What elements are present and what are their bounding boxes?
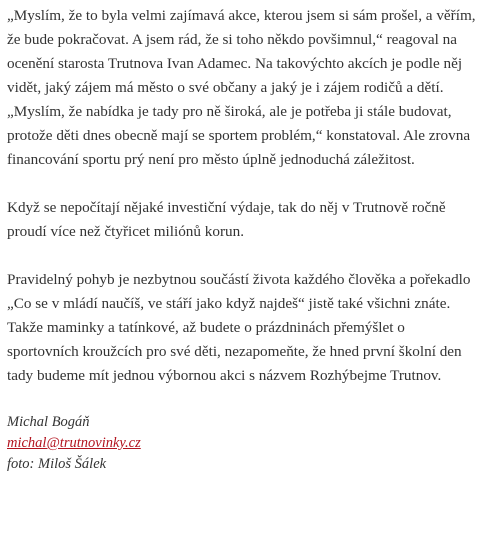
article-paragraph-3: Pravidelný pohyb je nezbytnou součástí života každého člověka a pořekadlo „Co se v mládí naučíš, ve stáří jako když najdeš“ jistě také všichni znáte. Takže maminky a tatínkové, až budete o prázdninách přemýšlet o sportovních kroužcích pro své děti, nezapomeňte, že hned první školní den tady budeme mít jednou výbornou akci s názvem Rozhýbejme Trutnov. xyxy=(7,271,471,384)
article-paragraph-2: Když se nepočítají nějaké investiční výdaje, tak do něj v Trutnově ročně proudí více než čtyřicet miliónů korun. xyxy=(7,199,446,240)
article-paragraph-1: „Myslím, že to byla velmi zajímavá akce, kterou jsem si sám prošel, a věřím, že bude pokračovat. A jsem rád, že si toho někdo povšimnul,“ reagoval na ocenění starosta Trutnova Ivan Adamec. Na takovýchto akcích je podle něj vidět, jaký zájem má město o své občany a jaký je i zájem rodičů a dětí. „Myslím, že nabídka je tady pro ně široká, ale je potřeba ji stále budovat, protože děti dnes obecně mají se sportem problém,“ konstatoval. Ale zrovna financování sportu prý není pro město úplně jednoduchá záležitost. xyxy=(7,7,476,168)
byline xyxy=(7,412,479,475)
author-name: Michal Bogáň xyxy=(7,414,90,430)
article-body xyxy=(7,4,479,475)
photo-credit: foto: Miloš Šálek xyxy=(7,456,107,472)
author-email-link[interactable]: michal@trutnovinky.cz xyxy=(7,435,141,451)
